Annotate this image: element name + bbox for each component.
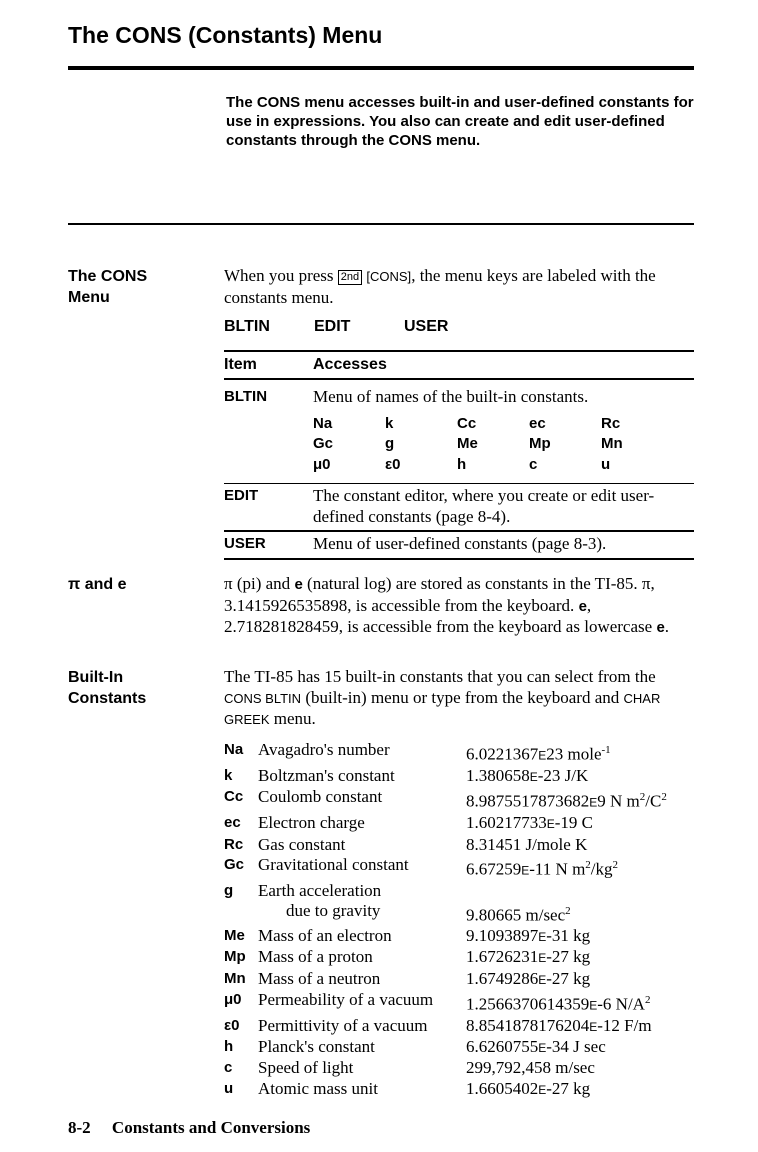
list-item: μ0 Permeability of a vacuum 1.2566370614359E-6 $N/A^2$ [224,990,704,1016]
sidehead-built-in-constants: Built-In Constants [68,669,147,707]
menu-key-bltin: BLTIN [224,318,270,335]
table-row: EDIT The constant editor, where you create or edit user-defined constants (page 8-4). [224,484,694,532]
value-gc: 6.67259E-11 N $m^2/kg^2$ [466,858,619,879]
list-item: ε0 Permittivity of a vacuum 8.8541878176204E-12 F/m [224,1015,652,1035]
page-title: The CONS (Constants) Menu [68,22,383,48]
list-item: ec Electron charge 1.60217733E-19 C [224,813,594,833]
page-footer [68,1118,310,1138]
list-item: h Planck's constant 6.6260755E-34 J sec [224,1037,606,1057]
constants-list [224,740,704,1100]
value-na: 6.0221367E23 mole$^{-1}$ [466,744,611,764]
list-item: c Speed of light 299,792,458 m/sec [224,1058,595,1078]
value-g: 9.80665 $m/\sec^2$ [466,905,571,925]
menu-key-edit: EDIT [314,318,351,335]
intro-rule [68,223,694,225]
page-number: 8-2 [68,1118,91,1137]
list-item: u Atomic mass unit 1.6605402E-27 kg [224,1078,591,1098]
list-item: Gc Gravitational constant 6.67259E-11 N $m^2/kg^2$ [224,855,704,881]
list-item: due to gravity 9.80665 $m/\sec^2$ [286,901,571,925]
chapter-title: Constants and Conversions [111,1118,311,1137]
cons-menu-table [224,350,694,560]
bltin-constants-grid: Na k Cc ec Rc Gc g Me Mp Mn μ0 ε0 h c u [313,414,623,473]
table-row: USER Menu of user-defined constants (page 8-3). [224,531,694,559]
cons-menu-paragraph: When you press 2nd [CONS], the menu keys are labeled with the constants menu. [224,266,656,307]
built-in-paragraph: The TI-85 has 15 built-in constants that you can select from the CONS BLTIN (built-in) menu or type from the keyboard and CHAR GREEK menu. [224,667,661,728]
sidehead-pi-and-e: π and e [68,576,127,593]
list-item: k Boltzman's constant 1.380658E-23 J/K [224,765,589,785]
intro-paragraph: The CONS menu accesses built-in and user-defined constants for use in expressions. You also can create and edit user-defined constants through the CONS menu. [226,94,694,149]
2nd-key: 2nd [338,270,362,285]
value-cc: 8.9875517873682E9 N $m^2/C^2$ [466,791,667,811]
list-item: Cc Coulomb constant 8.9875517873682E9 N $m^2/C^2$ [224,787,704,813]
list-item: Na Avagadro's number 6.0221367E23 mole$^{-1}$ [224,740,704,766]
list-item: Me Mass of an electron 9.1093897E-31 kg [224,926,591,945]
list-item: Mn Mass of a neutron 1.6749286E-27 kg [224,968,591,988]
pi-e-paragraph: π (pi) and e (natural log) are stored as constants in the TI-85. π, 3.1415926535898, is accessible from the keyboard. e, 2.718281828459, is accessible from the keyboard as lowercase e. [224,574,670,636]
header-accesses: Accesses [313,356,387,373]
table-header-row [224,351,694,379]
list-item: Mp Mass of a proton 1.6726231E-27 kg [224,947,591,967]
value-mu0: 1.2566370614359E-6 $N/A^2$ [466,993,651,1014]
sidehead-cons-menu: The CONS Menu [68,268,148,306]
list-item: g Earth acceleration [224,880,382,900]
title-rule [68,66,694,70]
table-row: BLTIN Menu of names of the built-in constants. Na k Cc ec Rc Gc g Me Mp Mn μ0 ε0 h c u [224,379,694,484]
cons-key-label: [CONS] [366,269,412,284]
list-item: Rc Gas constant 8.31451 J/mole K [224,834,588,854]
header-item: Item [224,356,257,373]
menu-key-user: USER [404,318,449,335]
